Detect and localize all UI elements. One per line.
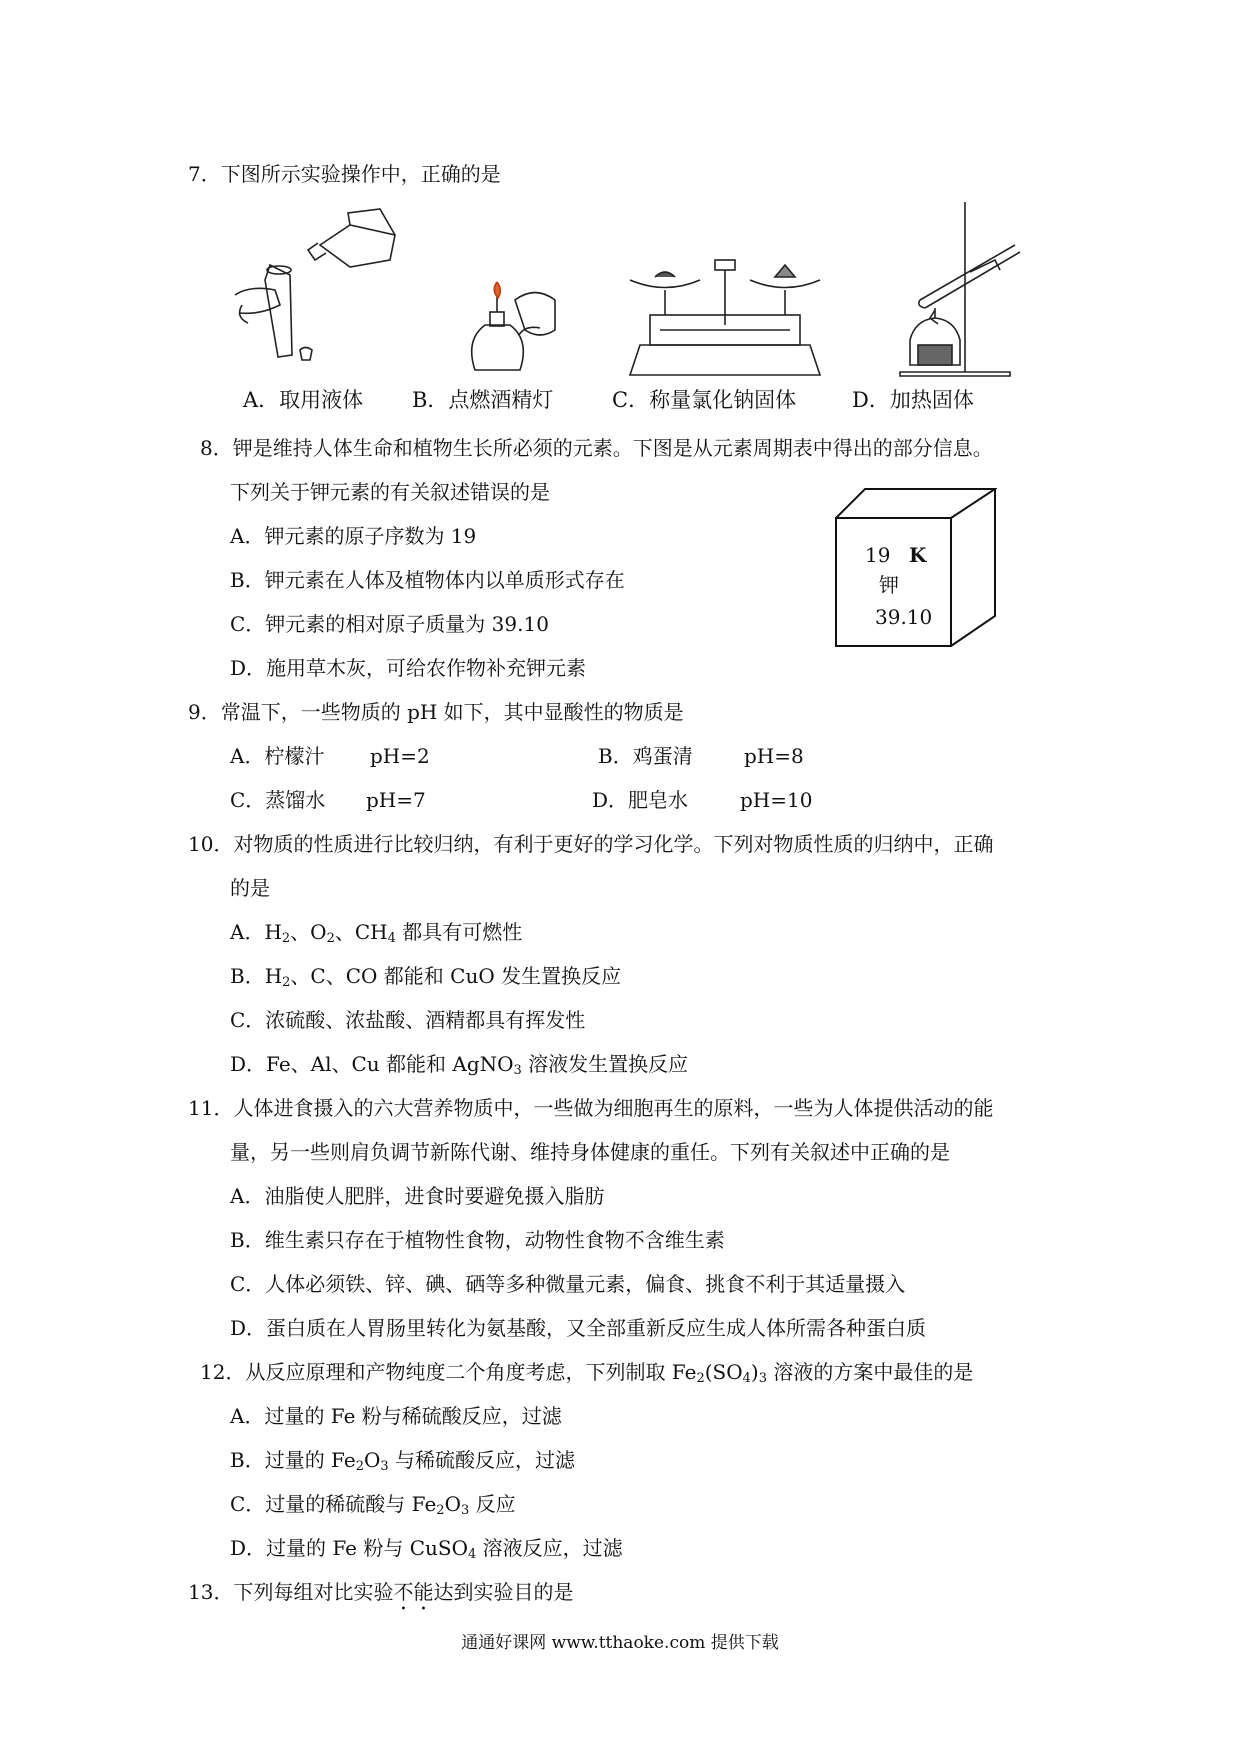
q7-option-c: C．称量氯化钠固体	[612, 388, 797, 412]
element-number: 19	[865, 543, 891, 567]
q9-option-d-ph: pH=10	[740, 788, 813, 812]
element-name: 钾	[879, 573, 899, 597]
q7-option-a: A．取用液体	[243, 388, 364, 412]
q13-stem: 13．下列每组对比实验不能达到实验目的是	[188, 1580, 574, 1604]
q11-option-b: B．维生素只存在于植物性食物，动物性食物不含维生素	[230, 1228, 725, 1252]
q9-option-a-label: A．柠檬汁	[230, 744, 325, 768]
q10-stem: 10．对物质的性质进行比较归纳，有利于更好的学习化学。下列对物质性质的归纳中，正确	[188, 832, 994, 856]
q11-stem-2: 量，另一些则肩负调节新陈代谢、维持身体健康的重任。下列有关叙述中正确的是	[230, 1140, 950, 1164]
fig-heating-solid	[880, 200, 1030, 380]
q11-option-c: C．人体必须铁、锌、碘、硒等多种微量元素，偏食、挑食不利于其适量摄入	[230, 1272, 906, 1296]
q12-option-a: A．过量的 Fe 粉与稀硫酸反应，过滤	[230, 1404, 562, 1428]
q9-option-b-label: B．鸡蛋清	[598, 744, 693, 768]
q13-emphasis: 不能	[393, 1580, 434, 1604]
q8-stem: 8．钾是维持人体生命和植物生长所必须的元素。下图是从元素周期表中得出的部分信息。	[200, 436, 993, 460]
q9-option-c-label: C．蒸馏水	[230, 788, 326, 812]
q7-option-b: B．点燃酒精灯	[412, 388, 554, 412]
q8-option-d: D．施用草木灰，可给农作物补充钾元素	[230, 656, 587, 680]
q8-option-a: A．钾元素的原子序数为 19	[230, 524, 477, 548]
element-card	[835, 488, 997, 648]
q9-stem: 9．常温下，一些物质的 pH 如下，其中显酸性的物质是	[188, 700, 684, 724]
q12-option-d: D．过量的 Fe 粉与 CuSO$_4$ 溶液反应，过滤	[230, 1536, 623, 1562]
element-symbol: K	[909, 543, 927, 567]
q12-stem: 12．从反应原理和产物纯度二个角度考虑，下列制取 $Fe_2(SO_4)_3$ 溶液的方案中最佳的是	[200, 1360, 974, 1386]
q10-option-a: A．$H_2$、$O_2$、$CH_4$ 都具有可燃性	[230, 920, 523, 946]
q9-option-a-ph: pH=2	[370, 744, 430, 768]
q9-option-d-label: D．肥皂水	[592, 788, 689, 812]
fig-pouring-liquid	[230, 205, 410, 375]
q10-option-d: D．Fe、Al、Cu 都能和 AgNO$_3$ 溶液发生置换反应	[230, 1052, 689, 1078]
q11-stem: 11．人体进食摄入的六大营养物质中，一些做为细胞再生的原料，一些为人体提供活动的能	[188, 1096, 994, 1120]
q8-option-b: B．钾元素在人体及植物体内以单质形式存在	[230, 568, 625, 592]
fig-alcohol-lamp	[455, 280, 575, 380]
q8-option-c: C．钾元素的相对原子质量为 39.10	[230, 612, 549, 636]
q9-option-c-ph: pH=7	[366, 788, 426, 812]
element-mass: 39.10	[875, 605, 933, 629]
q11-option-d: D．蛋白质在人胃肠里转化为氨基酸，又全部重新反应生成人体所需各种蛋白质	[230, 1316, 927, 1340]
q10-option-b: B．$H_2$、C、CO 都能和 CuO 发生置换反应	[230, 964, 622, 990]
q7-stem: 7．下图所示实验操作中，正确的是	[188, 162, 501, 186]
q8-stem-2: 下列关于钾元素的有关叙述错误的是	[230, 480, 550, 504]
q10-stem-2: 的是	[230, 876, 270, 900]
page-footer: 通通好课网 www.tthaoke.com 提供下载	[461, 1633, 779, 1653]
q12-option-c: C．过量的稀硫酸与 $Fe_2O_3$ 反应	[230, 1492, 516, 1518]
fig-balance	[625, 255, 825, 380]
q11-option-a: A．油脂使人肥胖，进食时要避免摄入脂肪	[230, 1184, 605, 1208]
q7-option-d: D．加热固体	[852, 388, 974, 412]
q9-option-b-ph: pH=8	[744, 744, 804, 768]
q12-option-b: B．过量的 $Fe_2O_3$ 与稀硫酸反应，过滤	[230, 1448, 576, 1474]
q10-option-c: C．浓硫酸、浓盐酸、酒精都具有挥发性	[230, 1008, 586, 1032]
